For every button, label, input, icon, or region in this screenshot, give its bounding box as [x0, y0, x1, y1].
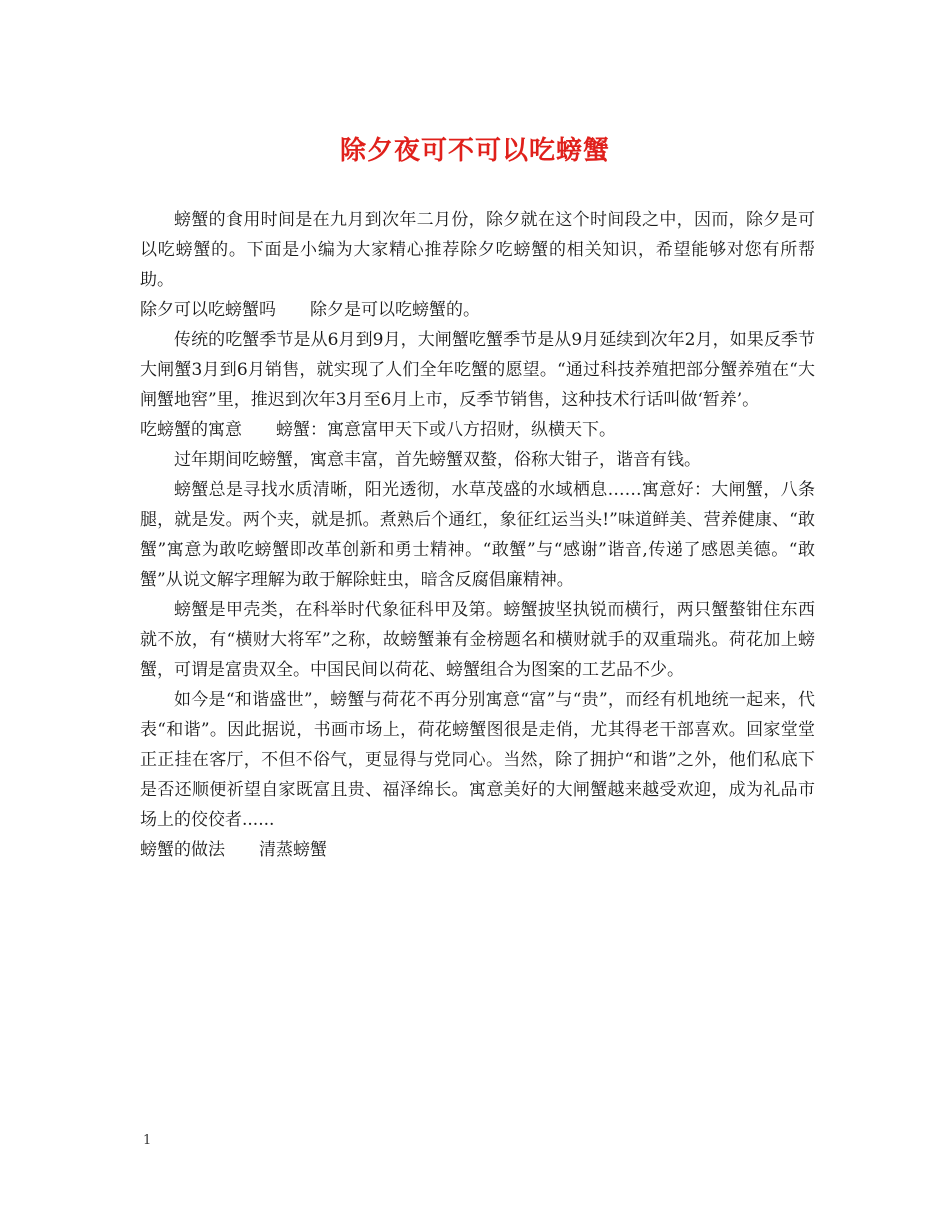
section-text: 螃蟹：寓意富甲天下或八方招财，纵横天下。 — [276, 420, 616, 440]
page-number: 1 — [143, 1133, 152, 1148]
paragraph: 螃蟹的食用时间是在九月到次年二月份，除夕就在这个时间段之中，因而，除夕是可以吃螃蟹的。下面是小编为大家精心推荐除夕吃螃蟹的相关知识，希望能够对您有所帮助。 — [140, 210, 815, 290]
document-body — [140, 205, 815, 865]
section-label: 除夕可以吃螃蟹吗 — [140, 300, 276, 320]
paragraph: 螃蟹总是寻找水质清晰，阳光透彻，水草茂盛的水域栖息……寓意好：大闸蟹，八条腿，就是发。两个夹，就是抓。煮熟后个通红，象征红运当头!”味道鲜美、营养健康、“敢蟹”寓意为敢吃螃蟹即改革创新和勇士精神。“敢蟹”与“感谢”谐音,传递了感恩美德。“敢蟹”从说文解字理解为敢于解除蛀虫，暗含反腐倡廉精神。 — [140, 480, 815, 590]
section-text: 除夕是可以吃螃蟹的。 — [310, 300, 480, 320]
section-label: 吃螃蟹的寓意 — [140, 420, 242, 440]
section-row — [140, 295, 815, 325]
paragraph: 传统的吃蟹季节是从6月到9月，大闸蟹吃蟹季节是从9月延续到次年2月，如果反季节大闸蟹3月到6月销售，就实现了人们全年吃蟹的愿望。“通过科技养殖把部分蟹养殖在“大闸蟹地窖”里，推迟到次年3月至6月上市，反季节销售，这种技术行话叫做‘暂养’。 — [140, 330, 815, 410]
section-row — [140, 415, 815, 445]
paragraph: 过年期间吃螃蟹，寓意丰富，首先螃蟹双螯，俗称大钳子，谐音有钱。 — [174, 450, 701, 470]
section-label: 螃蟹的做法 — [140, 840, 225, 860]
section-row — [140, 835, 815, 865]
document-title: 除夕夜可不可以吃螃蟹 — [339, 136, 610, 166]
section-text: 清蒸螃蟹 — [259, 840, 327, 860]
paragraph: 如今是“和谐盛世”，螃蟹与荷花不再分别寓意“富”与“贵”，而经有机地统一起来，代表“和谐”。因此据说，书画市场上，荷花螃蟹图很是走俏，尤其得老干部喜欢。回家堂堂正正挂在客厅，不但不俗气，更显得与党同心。当然，除了拥护“和谐”之外，他们私底下是否还顺便祈望自家既富且贵、福泽绵长。寓意美好的大闸蟹越来越受欢迎，成为礼品市场上的佼佼者...... — [140, 690, 815, 830]
paragraph: 螃蟹是甲壳类，在科举时代象征科甲及第。螃蟹披坚执锐而横行，两只蟹螯钳住东西就不放，有“横财大将军”之称，故螃蟹兼有金榜题名和横财就手的双重瑞兆。荷花加上螃蟹，可谓是富贵双全。中国民间以荷花、螃蟹组合为图案的工艺品不少。 — [140, 600, 815, 680]
